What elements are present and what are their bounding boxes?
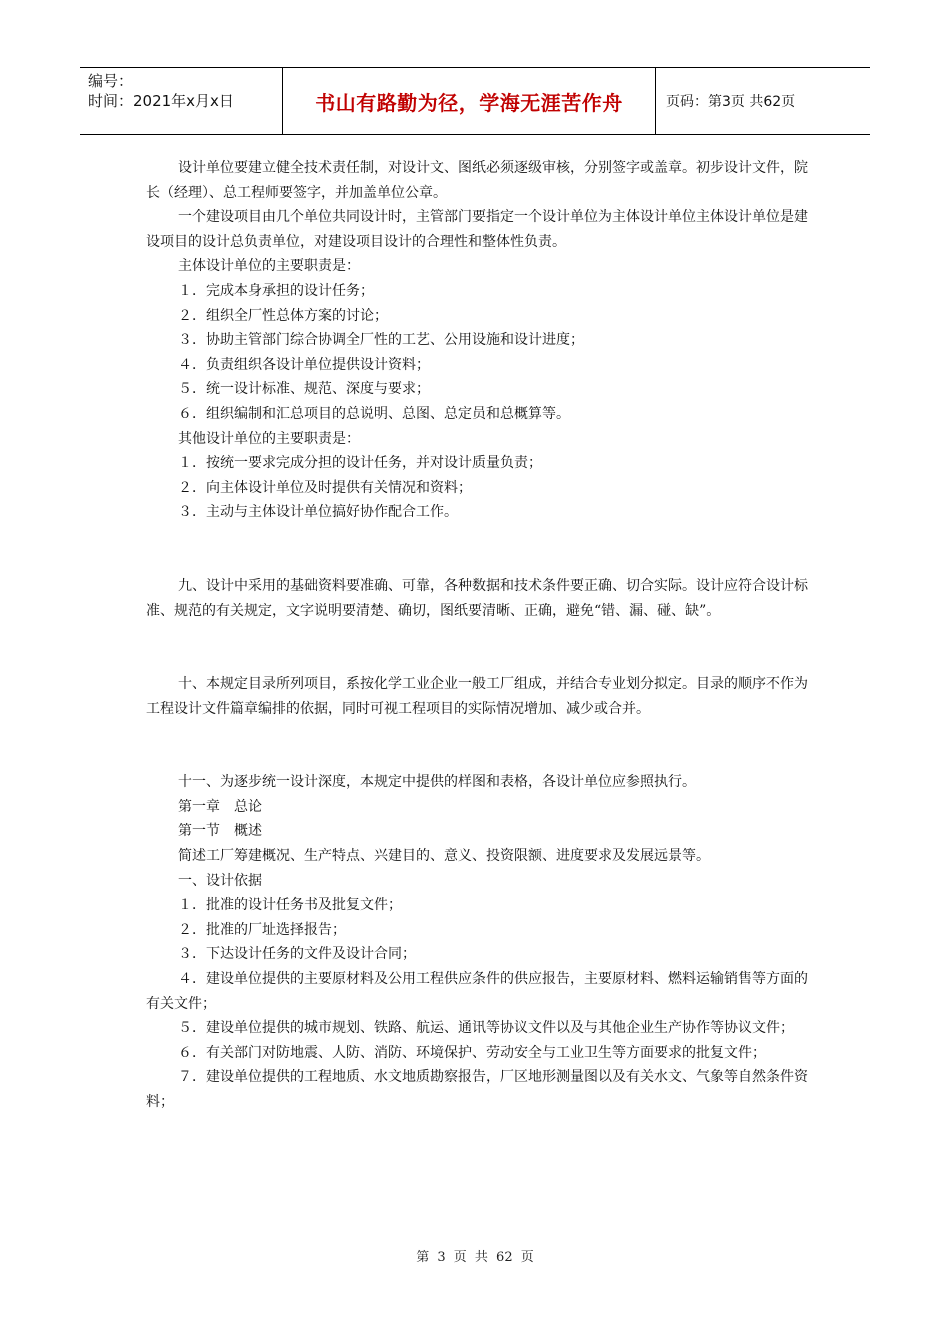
- list-item: ２．批准的厂址选择报告；: [178, 921, 346, 938]
- list-item: ５．统一设计标准、规范、深度与要求；: [178, 381, 430, 398]
- list-item: １．按统一要求完成分担的设计任务，并对设计质量负责；: [178, 455, 542, 472]
- list-item: １．完成本身承担的设计任务；: [178, 282, 374, 299]
- list-item: ２．向主体设计单位及时提供有关情况和资料；: [178, 479, 472, 496]
- time-label: 时间：2021年x月x日: [88, 92, 234, 110]
- list-item: ７．建设单位提供的工程地质、水文地质勘察报告，厂区地形测量图以及有关水文、气象等自然条件资料；: [146, 1069, 808, 1110]
- paragraph: 九、设计中采用的基础资料要准确、可靠，各种数据和技术条件要正确、切合实际。设计应符合设计标准、规范的有关规定，文字说明要清楚、确切，图纸要清晰、正确，避免“错、漏、碰、缺”。: [146, 577, 808, 619]
- subsection-heading: 一、设计依据: [178, 872, 262, 889]
- page-header: [80, 67, 870, 135]
- header-motto: 书山有路勤为径，学海无涯苦作舟: [282, 68, 656, 134]
- spacer: [146, 721, 810, 770]
- paragraph: 十一、为逐步统一设计深度，本规定中提供的样图和表格，各设计单位应参照执行。: [178, 774, 696, 791]
- header-meta: [80, 68, 282, 134]
- list-item: ３．协助主管部门综合协调全厂性的工艺、公用设施和设计进度；: [178, 332, 584, 349]
- list-item: ４．负责组织各设计单位提供设计资料；: [178, 356, 430, 373]
- paragraph: 简述工厂筹建概况、生产特点、兴建目的、意义、投资限额、进度要求及发展远景等。: [178, 848, 710, 865]
- list-item: ６．组织编制和汇总项目的总说明、总图、总定员和总概算等。: [178, 405, 570, 422]
- list-item: ２．组织全厂性总体方案的讨论；: [178, 307, 388, 324]
- page-footer: 第 3 页 共 62 页: [416, 1250, 534, 1265]
- list-item: １．批准的设计任务书及批复文件；: [178, 897, 402, 914]
- list-item: ５．建设单位提供的城市规划、铁路、航运、通讯等协议文件以及与其他企业生产协作等协议文件；: [178, 1020, 794, 1037]
- list-item: ６．有关部门对防地震、人防、消防、环境保护、劳动安全与工业卫生等方面要求的批复文件；: [178, 1044, 766, 1061]
- document-body: [146, 156, 810, 1115]
- paragraph: 一个建设项目由几个单位共同设计时，主管部门要指定一个设计单位为主体设计单位主体设计单位是建设项目的设计总负责单位，对建设项目设计的合理性和整体性负责。: [146, 209, 808, 250]
- number-label: 编号：: [88, 72, 134, 90]
- paragraph: 其他设计单位的主要职责是：: [178, 430, 360, 447]
- spacer: [146, 525, 810, 574]
- list-item: ３．下达设计任务的文件及设计合同；: [178, 946, 416, 963]
- spacer: [146, 623, 810, 672]
- paragraph: 十、本规定目录所列项目，系按化学工业企业一般工厂组成，并结合专业划分拟定。目录的顺序不作为工程设计文件篇章编排的依据，同时可视工程项目的实际情况增加、减少或合并。: [146, 676, 808, 717]
- list-item: ４．建设单位提供的主要原材料及公用工程供应条件的供应报告，主要原材料、燃料运输销售等方面的有关文件；: [146, 971, 808, 1012]
- header-page-info: 页码：第3页 共62页: [666, 94, 796, 110]
- section-heading: 第一节 概述: [178, 823, 262, 840]
- paragraph: 主体设计单位的主要职责是：: [178, 258, 360, 275]
- paragraph: 设计单位要建立健全技术责任制，对设计文、图纸必须逐级审核，分别签字或盖章。初步设计文件，院长（经理）、总工程师要签字，并加盖单位公章。: [146, 160, 808, 201]
- chapter-heading: 第一章 总论: [178, 798, 262, 815]
- list-item: ３．主动与主体设计单位搞好协作配合工作。: [178, 504, 458, 521]
